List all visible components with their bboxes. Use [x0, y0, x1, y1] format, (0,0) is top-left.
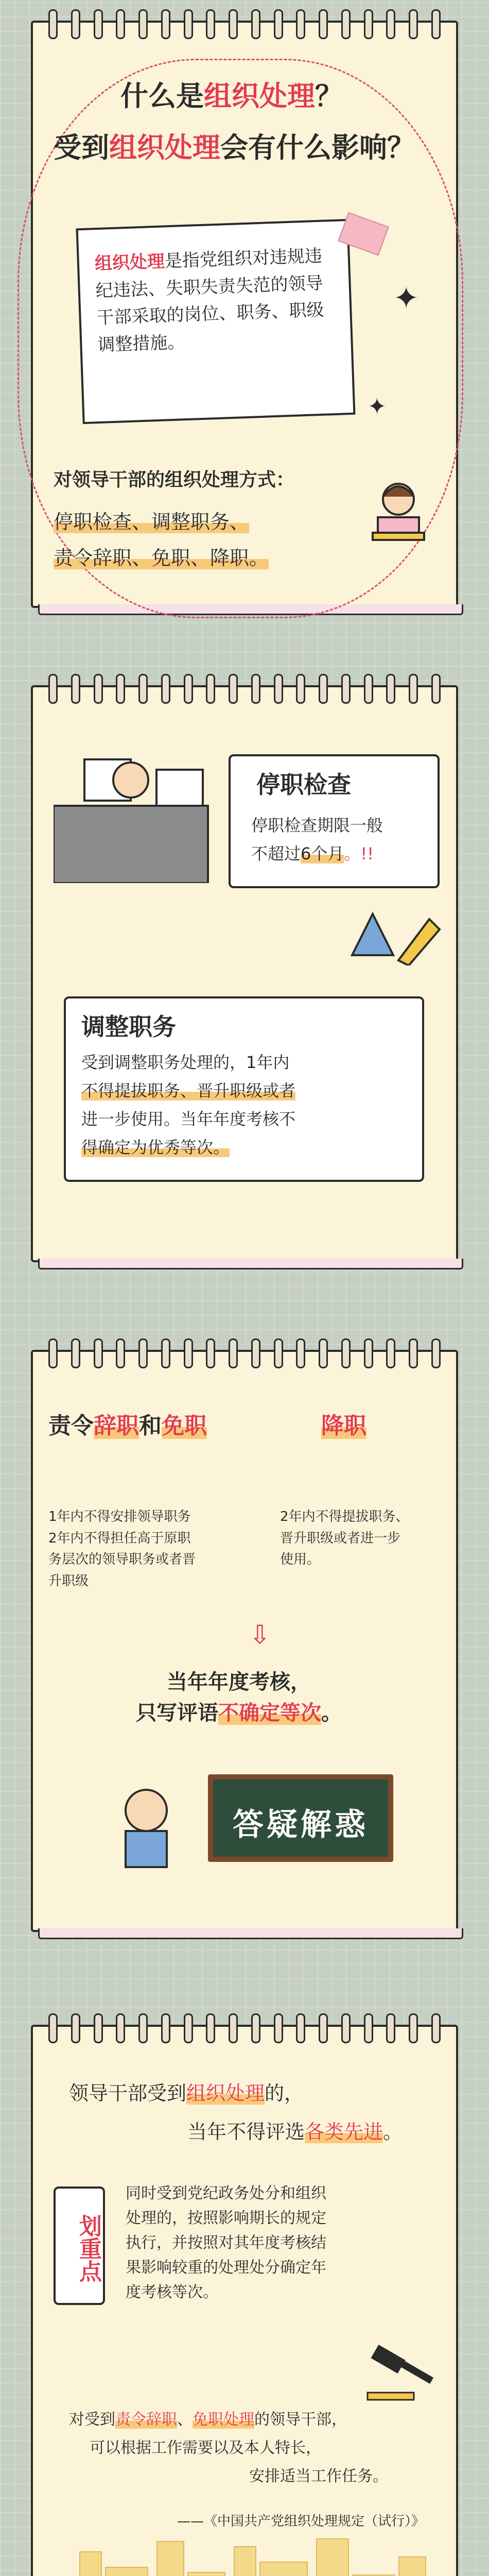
notebook-card-2: [31, 685, 458, 1262]
key-point-tag: 划重点: [54, 2187, 105, 2305]
adjust-line-2: 不得提拔职务、晋升职级或者: [81, 1081, 296, 1100]
section3-heading-right: 降职: [321, 1413, 366, 1439]
notebook-card-1: [31, 21, 458, 608]
office-worker-icon: [54, 749, 218, 883]
suspend-text-2: 不超过6个月。!!: [251, 844, 374, 863]
definition-text: 组织处理是指党组织对违规违纪违法、失职失责失范的领导干部采取的岗位、职务、职级调整措施。: [94, 245, 325, 356]
methods-heading: 对领导干部的组织处理方式：: [54, 469, 295, 490]
spiral-rings: [48, 1338, 441, 1365]
pencil-icon: [342, 904, 445, 965]
section3-heading-left: 责令辞职和免职: [48, 1413, 207, 1439]
definition-note: [76, 219, 356, 424]
notebook-card-3: [31, 1350, 458, 1932]
assess-line-1: 当年年度考核，: [167, 1670, 311, 1694]
title-line-1: 什么是组织处理？: [120, 80, 343, 112]
suspend-box: [229, 754, 440, 888]
s4-last-line-3: 安排适当工作任务。: [249, 2467, 388, 2485]
spiral-rings: [48, 674, 441, 701]
sparkle-icon: ✦: [368, 394, 387, 420]
adjust-title: 调整职务: [81, 1013, 176, 1041]
arrow-down-icon: ⇩: [249, 1620, 271, 1650]
adjust-line-4: 得确定为优秀等次。: [81, 1138, 230, 1157]
methods-line-2: 责令辞职、免职、降职。: [54, 547, 269, 569]
title-line-2: 受到组织处理会有什么影响？: [54, 131, 415, 164]
s4-last-line-1: 对受到责令辞职、免职处理的领导干部，: [69, 2411, 347, 2429]
gavel-icon: [362, 2341, 440, 2403]
methods-line-1: 停职检查、调整职务、: [54, 511, 250, 533]
spiral-rings: [48, 2013, 441, 2040]
s4-line-2: 当年不得评选各类先进。: [187, 2121, 403, 2143]
resign-rules: 1年内不得安排领导职务 2年内不得担任高于原职 务层次的领导职务或者晋 升职级: [48, 1509, 196, 1589]
blackboard: [208, 1774, 393, 1862]
source-citation: ——《中国共产党组织处理规定（试行）》: [177, 2514, 425, 2529]
spiral-rings: [48, 9, 441, 36]
suspend-text-1: 停职检查期限一般: [251, 816, 383, 835]
adjust-line-1: 受到调整职务处理的，1年内: [81, 1053, 290, 1072]
thinking-person-icon: [110, 1780, 187, 1872]
adjust-box: [64, 996, 424, 1182]
s4-line-1: 领导干部受到组织处理的，: [69, 2082, 304, 2105]
s4-last-line-2: 可以根据工作需要以及本人特长，: [90, 2439, 321, 2457]
demote-rules: 2年内不得提拔职务、 晋升职级或者进一步 使用。: [280, 1509, 409, 1568]
assess-line-2: 只写评语不确定等次。: [136, 1701, 342, 1725]
city-skyline: [33, 2538, 456, 2576]
suspend-title: 停职检查: [256, 771, 351, 799]
notebook-card-4: [31, 2025, 458, 2576]
adjust-line-3: 进一步使用。当年年度考核不: [81, 1109, 296, 1129]
key-point-text: 同时受到党纪政务处分和组织 处理的，按照影响期长的规定 执行，并按照对其年度考核结 果影响较重的处理处分确定年 度考核等次。: [126, 2184, 326, 2301]
person-at-laptop-icon: [362, 476, 434, 548]
sparkle-icon: ✦: [393, 280, 420, 316]
blackboard-text: 答疑解惑: [233, 1807, 369, 1843]
